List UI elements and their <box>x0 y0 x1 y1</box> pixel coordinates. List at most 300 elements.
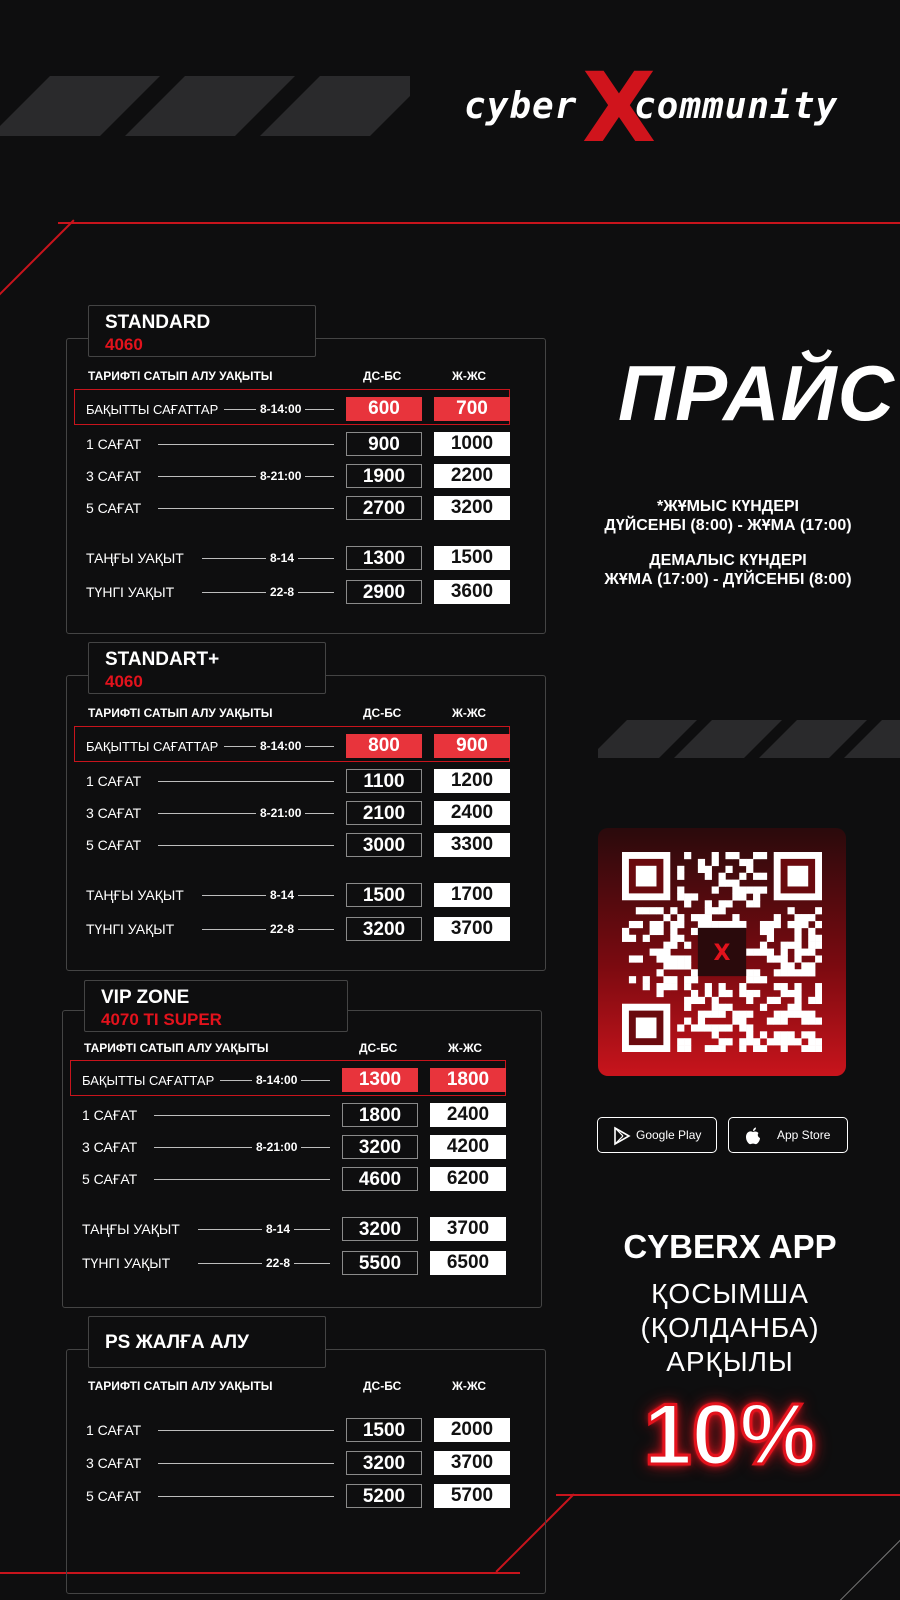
red-frame-bottom-right <box>556 1494 900 1496</box>
qr-module <box>684 955 691 962</box>
logo-x-mark: X <box>582 52 657 164</box>
qr-module <box>788 907 795 914</box>
section-gpu: 4070 TI SUPER <box>101 1010 222 1029</box>
red-frame-top-line <box>58 222 900 224</box>
row-time-range: 8-21:00 <box>252 1140 301 1154</box>
qr-module <box>746 866 753 873</box>
price-weekend: 2400 <box>430 1103 506 1127</box>
price-weekday: 1500 <box>346 1418 422 1442</box>
qr-module <box>794 914 801 921</box>
price-weekend: 1800 <box>430 1068 506 1092</box>
qr-module <box>732 914 739 921</box>
price-weekend: 1200 <box>434 769 510 793</box>
qr-module <box>705 866 712 873</box>
row-time-range: 22-8 <box>266 585 298 599</box>
qr-module <box>794 1004 801 1011</box>
column-header-weekday: ДС-БС <box>363 369 402 383</box>
brand-logo <box>464 52 854 164</box>
discount-percent: 10% <box>643 1387 817 1483</box>
qr-module <box>808 1031 815 1038</box>
row-label: 5 САҒАТ <box>86 500 142 516</box>
price-weekend: 3300 <box>434 833 510 857</box>
qr-module <box>781 955 788 962</box>
qr-module <box>670 962 677 969</box>
qr-module <box>767 997 774 1004</box>
google-play-button[interactable] <box>597 1117 717 1153</box>
row-label: 3 САҒАТ <box>86 468 142 484</box>
price-weekday: 2700 <box>346 496 422 520</box>
qr-module <box>670 928 677 935</box>
section-title-box <box>88 305 316 357</box>
qr-module <box>684 997 691 1004</box>
row-label: 5 САҒАТ <box>86 837 142 853</box>
price-weekday: 1300 <box>342 1068 418 1092</box>
qr-module <box>677 955 684 962</box>
qr-module <box>725 990 732 997</box>
qr-module <box>815 907 822 914</box>
column-header-weekend: Ж-ЖС <box>452 1379 487 1393</box>
qr-module <box>725 900 732 907</box>
qr-module <box>760 928 767 935</box>
qr-module <box>663 976 670 983</box>
qr-module <box>774 1038 781 1045</box>
price-weekday: 3200 <box>346 917 422 941</box>
price-weekday: 3200 <box>342 1135 418 1159</box>
qr-module <box>670 907 677 914</box>
section-name: VIP ZONE <box>101 987 190 1008</box>
price-row <box>66 883 546 907</box>
price-weekend: 1700 <box>434 883 510 907</box>
tariff-header-label: ТАРИФТІ САТЫП АЛУ УАҚЫТЫ <box>88 706 273 720</box>
qr-module <box>725 866 732 873</box>
row-leader-line <box>158 813 334 814</box>
row-time-range: 8-14 <box>266 551 298 565</box>
qr-module <box>629 921 636 928</box>
qr-module <box>781 942 788 949</box>
qr-module <box>705 1024 712 1031</box>
qr-module <box>801 1018 808 1025</box>
row-label: ТҮНГІ УАҚЫТ <box>86 921 175 937</box>
qr-center-logo-x: X <box>713 941 731 966</box>
red-frame-diagonal-left <box>0 219 75 298</box>
qr-module <box>705 900 712 907</box>
qr-module <box>774 1031 781 1038</box>
grey-diagonal-bottom-right <box>837 1518 900 1600</box>
section-title-box <box>88 1316 326 1368</box>
qr-module <box>691 1024 698 1031</box>
qr-module <box>808 997 815 1004</box>
qr-module <box>684 893 691 900</box>
qr-module <box>760 949 767 956</box>
qr-module <box>774 921 781 928</box>
section-name: PS ЖАЛҒА АЛУ <box>105 1332 249 1353</box>
qr-module <box>739 1038 746 1045</box>
qr-module <box>808 1045 815 1052</box>
tariff-header-label: ТАРИФТІ САТЫП АЛУ УАҚЫТЫ <box>84 1041 269 1055</box>
qr-module <box>781 969 788 976</box>
qr-module <box>794 969 801 976</box>
qr-module <box>691 893 698 900</box>
qr-module <box>677 921 684 928</box>
row-label: 3 САҒАТ <box>86 1455 142 1471</box>
price-section <box>66 305 546 634</box>
qr-module <box>739 886 746 893</box>
qr-module <box>794 1011 801 1018</box>
qr-module <box>636 921 643 928</box>
qr-module <box>788 962 795 969</box>
qr-module <box>753 976 760 983</box>
apple-icon <box>743 1126 763 1146</box>
qr-module <box>712 1011 719 1018</box>
qr-module <box>684 962 691 969</box>
qr-module <box>725 852 732 859</box>
price-weekend: 3200 <box>434 496 510 520</box>
section-title-box <box>88 642 326 694</box>
qr-module <box>774 969 781 976</box>
qr-module <box>753 969 760 976</box>
price-title: ПРАЙС <box>618 349 895 437</box>
qr-module <box>656 955 663 962</box>
qr-module <box>705 907 712 914</box>
price-row <box>66 496 546 520</box>
qr-module <box>719 1045 726 1052</box>
column-header-weekday: ДС-БС <box>363 706 402 720</box>
qr-module <box>656 921 663 928</box>
weekday-line-2: ДҮЙСЕНБІ (8:00) - ЖҰМА (17:00) <box>604 517 852 534</box>
app-title: CYBERX APP <box>623 1228 837 1265</box>
qr-module <box>746 976 753 983</box>
qr-module <box>767 1018 774 1025</box>
row-leader-line <box>158 444 334 445</box>
price-row <box>66 769 546 793</box>
row-leader-line <box>158 845 334 846</box>
qr-module <box>698 866 705 873</box>
qr-module <box>753 873 760 880</box>
qr-module <box>732 921 739 928</box>
qr-module <box>794 935 801 942</box>
qr-module <box>788 921 795 928</box>
qr-module <box>801 914 808 921</box>
price-row <box>62 1167 542 1191</box>
weekend-line-2: ЖҰМА (17:00) - ДҮЙСЕНБІ (8:00) <box>604 571 852 588</box>
price-row <box>66 432 546 456</box>
qr-module <box>753 1045 760 1052</box>
qr-module <box>767 955 774 962</box>
qr-module <box>794 983 801 990</box>
qr-module <box>808 928 815 935</box>
qr-module <box>767 928 774 935</box>
qr-module <box>760 852 767 859</box>
price-weekday: 800 <box>346 734 422 758</box>
qr-module <box>788 942 795 949</box>
qr-module <box>691 976 698 983</box>
qr-module <box>739 1018 746 1025</box>
section-gpu: 4060 <box>105 335 143 354</box>
qr-module <box>788 990 795 997</box>
qr-module <box>712 1024 719 1031</box>
price-row <box>62 1135 542 1159</box>
qr-module <box>725 921 732 928</box>
qr-module <box>815 1045 822 1052</box>
row-time-range: 8-14:00 <box>256 739 305 753</box>
qr-module <box>698 1011 705 1018</box>
qr-module <box>753 852 760 859</box>
qr-module <box>705 990 712 997</box>
qr-module <box>629 955 636 962</box>
qr-module <box>746 1038 753 1045</box>
price-weekday: 2900 <box>346 580 422 604</box>
qr-module <box>794 949 801 956</box>
row-label: 1 САҒАТ <box>86 773 142 789</box>
qr-module <box>650 907 657 914</box>
qr-module <box>794 1038 801 1045</box>
row-label: 3 САҒАТ <box>82 1139 138 1155</box>
happy-hours-row <box>62 1068 542 1092</box>
qr-module <box>636 955 643 962</box>
row-time-range: 8-21:00 <box>256 469 305 483</box>
qr-module <box>760 921 767 928</box>
qr-module <box>794 928 801 935</box>
price-weekday: 900 <box>346 432 422 456</box>
qr-module <box>815 997 822 1004</box>
qr-module <box>815 990 822 997</box>
row-label: 1 САҒАТ <box>86 1422 142 1438</box>
qr-module <box>684 900 691 907</box>
qr-code-card[interactable] <box>598 828 846 1076</box>
qr-module <box>781 1018 788 1025</box>
qr-module <box>719 1024 726 1031</box>
qr-module <box>705 921 712 928</box>
price-weekday: 5200 <box>346 1484 422 1508</box>
qr-module <box>739 1045 746 1052</box>
qr-module <box>670 935 677 942</box>
row-time-range: 8-21:00 <box>256 806 305 820</box>
qr-module <box>760 976 767 983</box>
qr-module <box>794 942 801 949</box>
qr-module <box>808 1018 815 1025</box>
qr-module <box>712 921 719 928</box>
qr-module <box>774 1018 781 1025</box>
qr-module <box>746 969 753 976</box>
weekday-line-1: *ЖҰМЫС КҮНДЕРІ <box>657 498 799 515</box>
qr-module <box>656 983 663 990</box>
qr-module <box>739 921 746 928</box>
price-weekend: 3700 <box>430 1217 506 1241</box>
qr-module <box>725 1024 732 1031</box>
qr-module <box>705 873 712 880</box>
qr-module <box>677 935 684 942</box>
row-time-range: 8-14:00 <box>256 402 305 416</box>
qr-module <box>719 983 726 990</box>
qr-module <box>698 859 705 866</box>
price-weekday: 1100 <box>346 769 422 793</box>
qr-module <box>732 893 739 900</box>
qr-module <box>643 976 650 983</box>
price-weekday: 4600 <box>342 1167 418 1191</box>
price-weekend: 5700 <box>434 1484 510 1508</box>
price-weekend: 6200 <box>430 1167 506 1191</box>
price-weekend: 3700 <box>434 1451 510 1475</box>
price-weekday: 5500 <box>342 1251 418 1275</box>
price-weekend: 1500 <box>434 546 510 570</box>
qr-module <box>788 1038 795 1045</box>
qr-module <box>788 1004 795 1011</box>
qr-module <box>691 969 698 976</box>
qr-module <box>808 962 815 969</box>
row-label: ТАҢҒЫ УАҚЫТ <box>86 887 184 903</box>
qr-module <box>677 873 684 880</box>
app-store-label: App Store <box>777 1128 831 1142</box>
price-weekend: 900 <box>434 734 510 758</box>
qr-module <box>622 935 629 942</box>
header-stripes <box>0 76 410 136</box>
qr-module <box>746 886 753 893</box>
qr-module <box>746 997 753 1004</box>
qr-module <box>767 935 774 942</box>
app-line-3: АРҚЫЛЫ <box>666 1346 794 1377</box>
price-row <box>62 1251 542 1275</box>
qr-module <box>705 914 712 921</box>
qr-module <box>760 1045 767 1052</box>
row-label: БАҚЫТТЫ САҒАТТАР <box>86 739 219 754</box>
qr-module <box>691 928 698 935</box>
qr-module <box>712 852 719 859</box>
qr-module <box>808 1038 815 1045</box>
qr-module <box>691 914 698 921</box>
qr-module <box>677 1045 684 1052</box>
qr-module <box>629 935 636 942</box>
qr-module <box>725 1038 732 1045</box>
mid-stripes <box>598 720 900 758</box>
qr-module <box>801 962 808 969</box>
row-leader-line <box>158 1463 334 1464</box>
qr-module <box>712 1031 719 1038</box>
qr-module <box>712 1004 719 1011</box>
price-weekday: 3200 <box>342 1217 418 1241</box>
app-store-button[interactable] <box>728 1117 848 1153</box>
qr-module <box>636 907 643 914</box>
price-row <box>66 1451 546 1475</box>
section-name: STANDART+ <box>105 649 220 670</box>
qr-module <box>629 976 636 983</box>
qr-module <box>794 997 801 1004</box>
qr-module <box>732 886 739 893</box>
row-label: ТАҢҒЫ УАҚЫТ <box>86 550 184 566</box>
qr-module <box>684 1045 691 1052</box>
qr-module <box>739 893 746 900</box>
qr-finder-inner <box>788 866 809 887</box>
row-leader-line <box>158 1430 334 1431</box>
qr-module <box>739 873 746 880</box>
qr-module <box>656 969 663 976</box>
qr-module <box>753 886 760 893</box>
qr-finder-inner <box>636 866 657 887</box>
qr-module <box>788 1011 795 1018</box>
price-row <box>66 801 546 825</box>
qr-module <box>656 949 663 956</box>
row-label: 5 САҒАТ <box>86 1488 142 1504</box>
qr-module <box>677 914 684 921</box>
column-header-weekend: Ж-ЖС <box>452 706 487 720</box>
qr-module <box>719 880 726 887</box>
qr-module <box>670 983 677 990</box>
qr-module <box>719 1038 726 1045</box>
qr-module <box>691 990 698 997</box>
qr-module <box>732 1018 739 1025</box>
qr-module <box>774 997 781 1004</box>
qr-code[interactable] <box>622 852 822 1052</box>
google-play-icon <box>612 1126 632 1146</box>
price-row <box>62 1217 542 1241</box>
qr-module <box>650 928 657 935</box>
qr-module <box>815 935 822 942</box>
qr-module <box>774 955 781 962</box>
price-weekend: 2400 <box>434 801 510 825</box>
qr-module <box>760 886 767 893</box>
qr-module <box>746 949 753 956</box>
tariff-header-label: ТАРИФТІ САТЫП АЛУ УАҚЫТЫ <box>88 369 273 383</box>
qr-module <box>760 942 767 949</box>
row-label: 1 САҒАТ <box>86 436 142 452</box>
price-weekend: 700 <box>434 397 510 421</box>
price-weekday: 1300 <box>346 546 422 570</box>
column-header-weekday: ДС-БС <box>363 1379 402 1393</box>
qr-module <box>753 990 760 997</box>
row-time-range: 22-8 <box>266 922 298 936</box>
qr-module <box>643 935 650 942</box>
qr-module <box>698 997 705 1004</box>
row-leader-line <box>154 1115 330 1116</box>
tariff-header-label: ТАРИФТІ САТЫП АЛУ УАҚЫТЫ <box>88 1379 273 1393</box>
price-row <box>66 1418 546 1442</box>
qr-module <box>622 928 629 935</box>
price-section <box>66 1316 546 1594</box>
price-weekday: 600 <box>346 397 422 421</box>
qr-module <box>677 962 684 969</box>
qr-module <box>808 1011 815 1018</box>
qr-module <box>698 914 705 921</box>
qr-module <box>746 1024 753 1031</box>
qr-module <box>663 949 670 956</box>
qr-module <box>808 935 815 942</box>
price-row <box>66 464 546 488</box>
qr-module <box>719 1004 726 1011</box>
qr-module <box>815 921 822 928</box>
price-weekday: 3200 <box>346 1451 422 1475</box>
column-header-weekend: Ж-ЖС <box>452 369 487 383</box>
qr-module <box>725 1004 732 1011</box>
qr-module <box>739 859 746 866</box>
row-time-range: 8-14:00 <box>252 1073 301 1087</box>
qr-module <box>781 990 788 997</box>
qr-module <box>712 886 719 893</box>
qr-module <box>732 880 739 887</box>
qr-module <box>732 852 739 859</box>
section-title-box <box>84 980 348 1032</box>
qr-module <box>698 1018 705 1025</box>
qr-module <box>656 907 663 914</box>
price-weekday: 1800 <box>342 1103 418 1127</box>
row-time-range: 22-8 <box>262 1256 294 1270</box>
qr-module <box>684 942 691 949</box>
qr-module <box>788 969 795 976</box>
qr-module <box>650 921 657 928</box>
qr-module <box>698 1024 705 1031</box>
qr-module <box>781 983 788 990</box>
qr-module <box>788 1031 795 1038</box>
qr-module <box>719 873 726 880</box>
qr-module <box>801 921 808 928</box>
